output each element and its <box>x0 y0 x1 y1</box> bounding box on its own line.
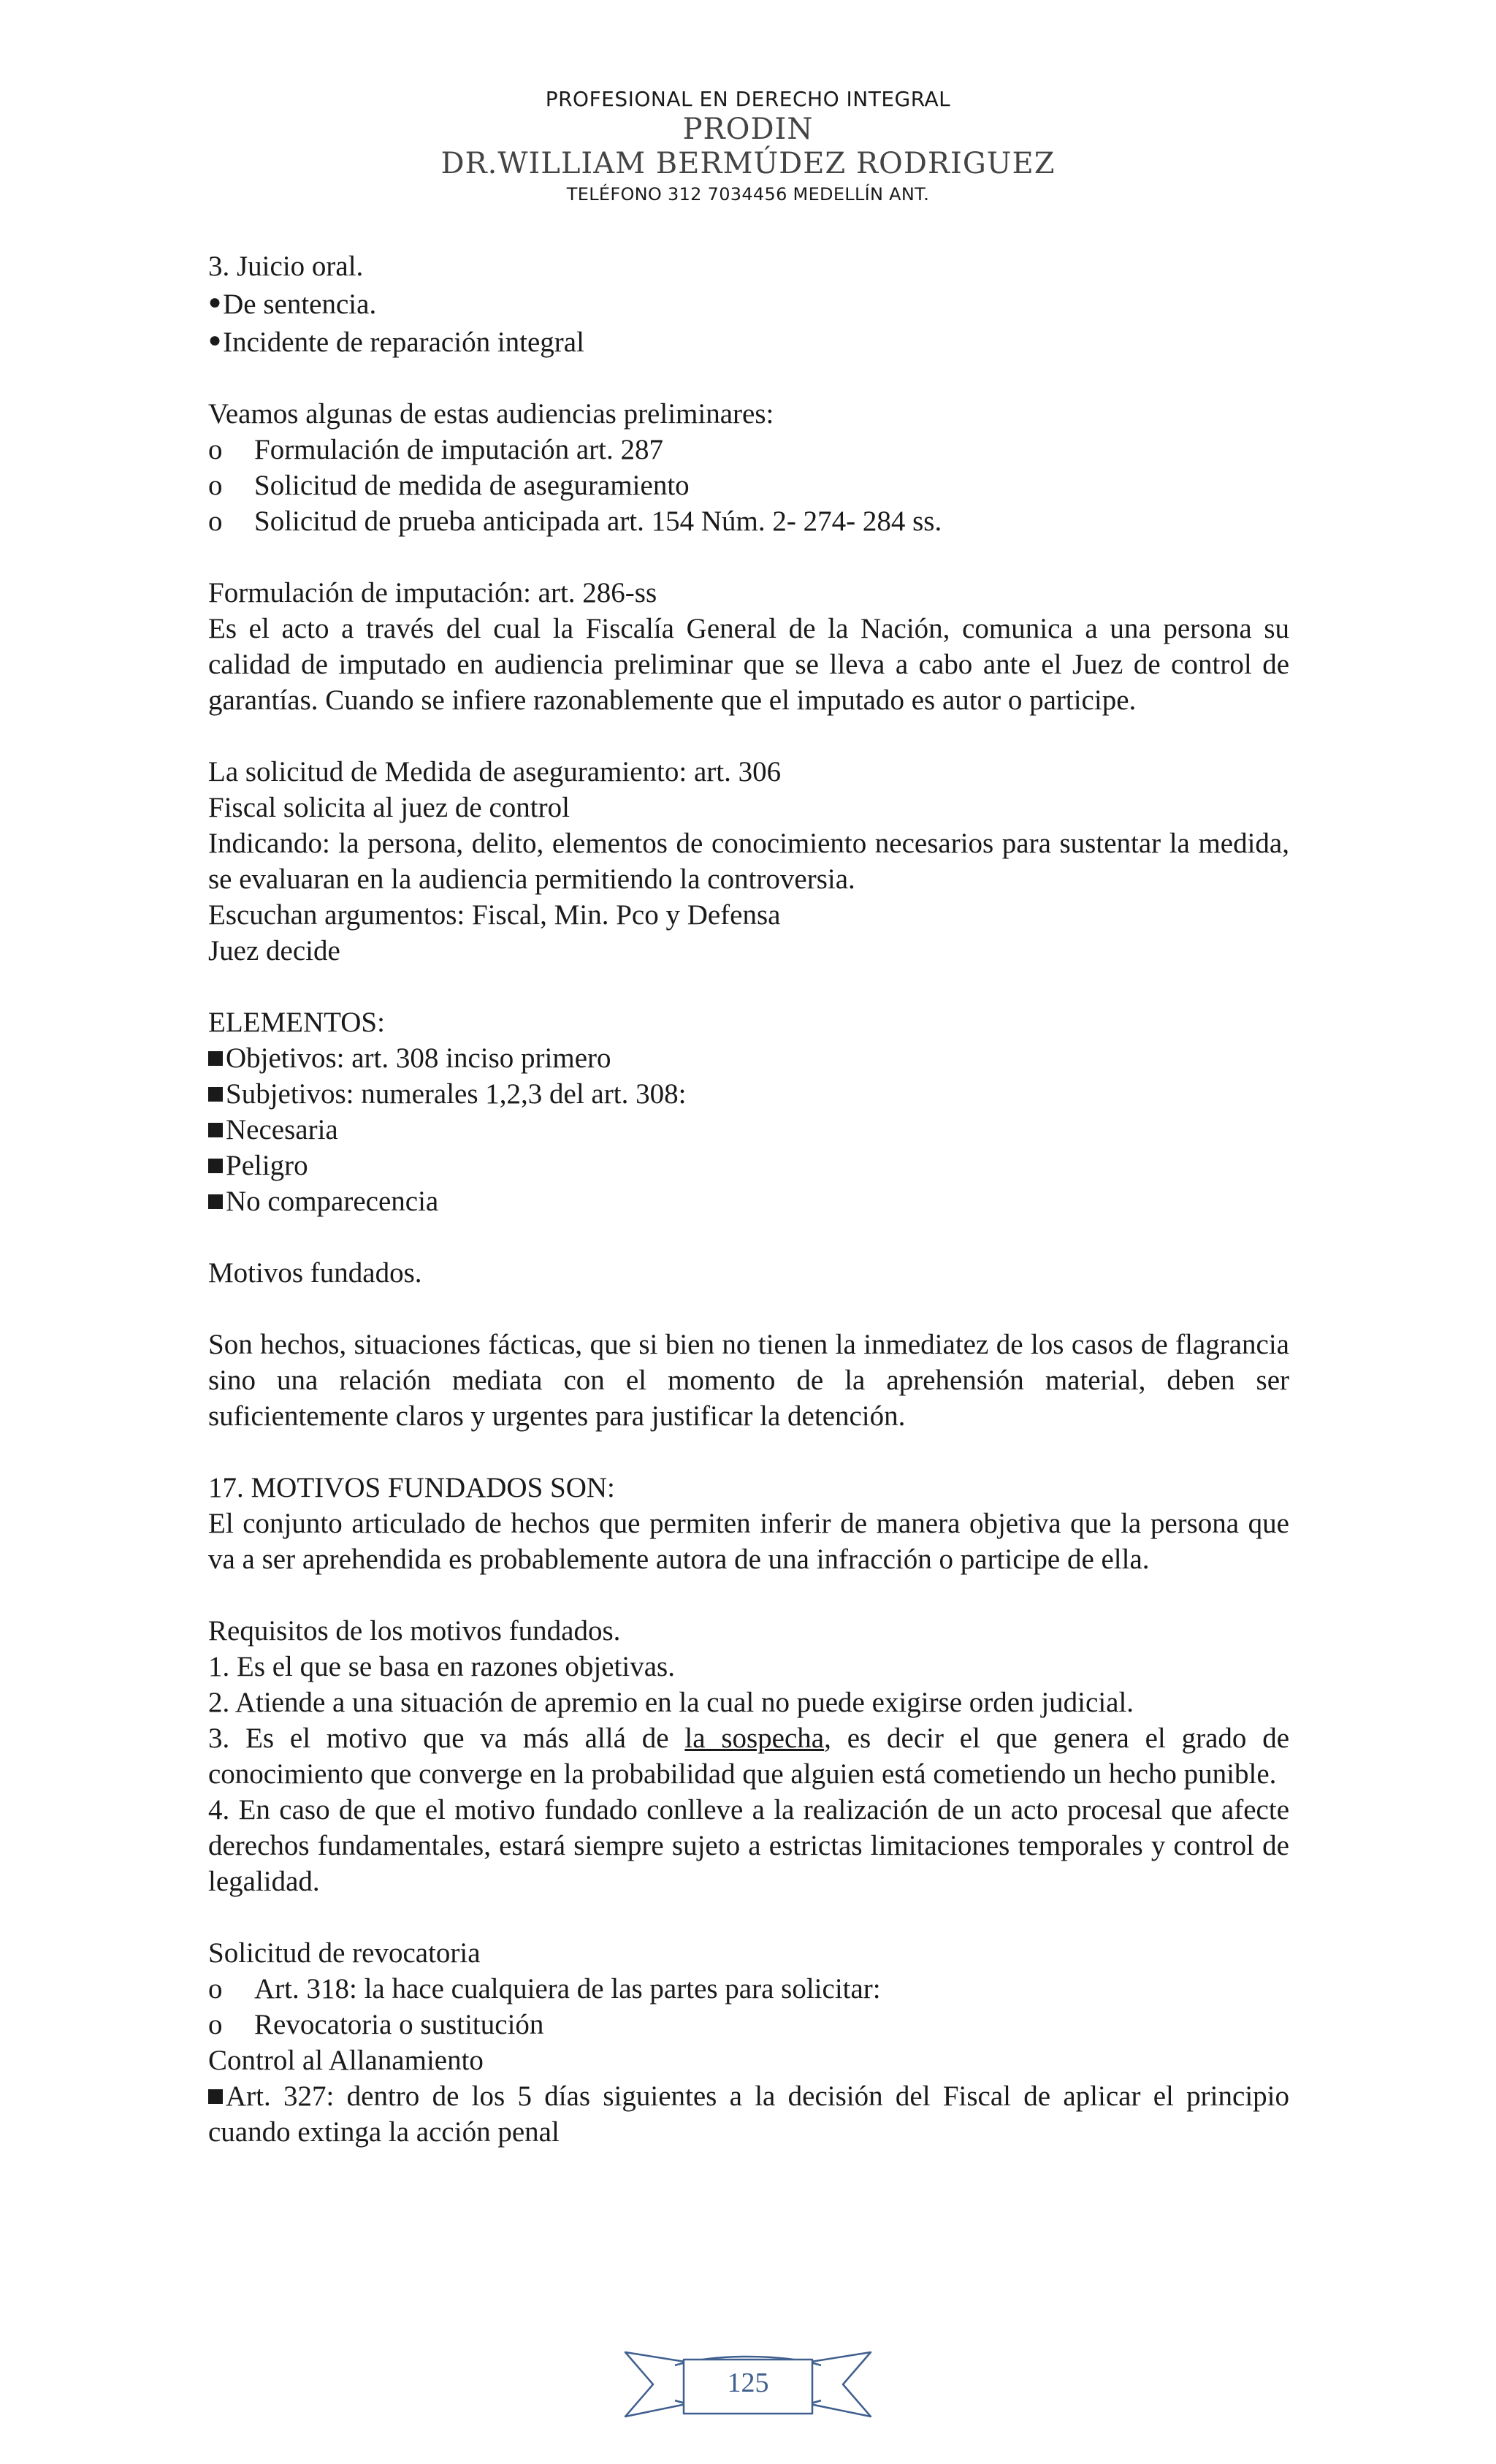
formulacion-text: Es el acto a través del cual la Fiscalía General de la Nación, comunica a una persona su calidad de imputado en audiencia preliminar que se lleva a cabo ante el Juez de control de garantías. Cuando se infiere razonablemente que el imputado es autor o participe. <box>208 613 1289 716</box>
list-item: o Revocatoria o sustitución <box>208 2007 1289 2042</box>
square-bullet-icon <box>208 1123 223 1137</box>
motivos17-text: El conjunto articulado de hechos que permiten inferir de manera objetiva que la persona que va a ser aprehendida es probablemente autora de una infracción o participe de ella. <box>208 1508 1289 1575</box>
circle-bullet-icon: o <box>208 1973 223 2005</box>
requisito-item: 4. En caso de que el motivo fundado conlleve a la realización de un acto procesal que afecte derechos fundamentales, estará siempre sujeto a estrictas limitaciones temporales y control de legalidad. <box>208 1794 1289 1897</box>
header-phone: TELÉFONO 312 7034456 MEDELLÍN ANT. <box>566 184 930 205</box>
list-item: o Solicitud de prueba anticipada art. 154 Núm. 2- 274- 284 ss. <box>208 503 1289 539</box>
circle-bullet-icon: o <box>208 470 223 501</box>
header-brand: PRODIN <box>682 112 814 146</box>
bullet-dot-icon: ● <box>208 328 222 352</box>
allanamiento-title: Control al Allanamiento <box>208 2045 484 2076</box>
veamos-intro: Veamos algunas de estas audiencias preliminares: <box>208 398 774 430</box>
motivos-text: Son hechos, situaciones fácticas, que si bien no tienen la inmediatez de los casos de flagrancia sino una relación mediata con el momento de la aprehensión material, deben ser suficientemente claros y urgentes para justificar la detención. <box>208 1329 1289 1432</box>
list-item: Objetivos: art. 308 inciso primero <box>208 1040 1289 1076</box>
list-item: Peligro <box>208 1148 1289 1183</box>
medida-title: La solicitud de Medida de aseguramiento: art. 306 <box>208 756 782 787</box>
bullet-dot-icon: ● <box>208 290 222 314</box>
header-name: DR.WILLIAM BERMÚDEZ RODRIGUEZ <box>440 147 1056 180</box>
list-item: o Solicitud de medida de aseguramiento <box>208 468 1289 503</box>
circle-bullet-icon: o <box>208 2009 223 2040</box>
square-bullet-icon <box>208 1194 223 1209</box>
list-item: No comparecencia <box>208 1183 1289 1219</box>
medida-line: Indicando: la persona, delito, elementos de conocimiento necesarios para sustentar la medida, se evaluaran en la audiencia permitiendo la controversia. <box>208 828 1289 895</box>
juicio-oral: 3. Juicio oral. <box>208 251 364 282</box>
square-bullet-icon <box>208 1051 223 1066</box>
revocatoria-title: Solicitud de revocatoria <box>208 1937 481 1969</box>
list-item: o Formulación de imputación art. 287 <box>208 432 1289 468</box>
sospecha-underlined: la sospecha <box>684 1723 825 1754</box>
requisito-item: 1. Es el que se basa en razones objetivas. <box>208 1651 675 1682</box>
requisitos-title: Requisitos de los motivos fundados. <box>208 1615 621 1647</box>
list-item: Necesaria <box>208 1112 1289 1148</box>
letterhead <box>0 86 1496 207</box>
page-number-ribbon <box>624 2346 872 2427</box>
square-bullet-icon <box>208 1087 223 1102</box>
formulacion-title: Formulación de imputación: art. 286-ss <box>208 577 657 609</box>
list-item: o Art. 318: la hace cualquiera de las partes para solicitar: <box>208 1971 1289 2007</box>
square-bullet-icon <box>208 1159 223 1173</box>
bullet-incidente: ●Incidente de reparación integral <box>208 327 584 358</box>
medida-line: Juez decide <box>208 935 340 966</box>
medida-line: Fiscal solicita al juez de control <box>208 792 570 823</box>
allanamiento-text: Art. 327: dentro de los 5 días siguientes a la decisión del Fiscal de aplicar el principio cuando extinga la acción penal <box>208 2080 1289 2148</box>
circle-bullet-icon: o <box>208 434 223 465</box>
list-item: Subjetivos: numerales 1,2,3 del art. 308: <box>208 1076 1289 1112</box>
square-bullet-icon <box>208 2089 223 2104</box>
requisito-item: 2. Atiende a una situación de apremio en la cual no puede exigirse orden judicial. <box>208 1687 1134 1718</box>
elementos-title: ELEMENTOS: <box>208 1007 385 1038</box>
circle-bullet-icon: o <box>208 506 223 537</box>
medida-line: Escuchan argumentos: Fiscal, Min. Pco y Defensa <box>208 899 781 931</box>
motivos17-title: 17. MOTIVOS FUNDADOS SON: <box>208 1472 615 1503</box>
bullet-sentencia: ●De sentencia. <box>208 289 377 320</box>
requisito-item: 3. Es el motivo que va más allá de la sospecha, es decir el que genera el grado de conocimiento que converge en la probabilidad que alguien está cometiendo un hecho punible. <box>208 1723 1290 1790</box>
document-body <box>208 248 1289 2150</box>
motivos-title: Motivos fundados. <box>208 1257 422 1289</box>
page-number: 125 <box>727 2368 769 2398</box>
header-profession: PROFESIONAL EN DERECHO INTEGRAL <box>545 87 951 111</box>
